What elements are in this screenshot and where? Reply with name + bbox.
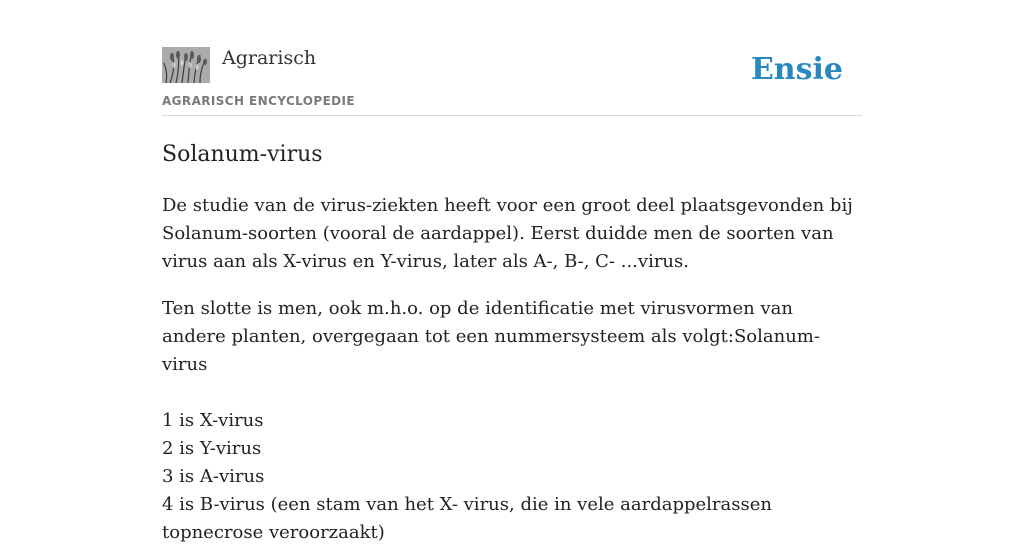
list-item: 2 is Y-virus <box>162 438 262 459</box>
site-subtitle: AGRARISCH ENCYCLOPEDIE <box>162 94 355 108</box>
list-item: 3 is A-virus <box>162 466 265 487</box>
article-title: Solanum-virus <box>162 142 323 167</box>
wheat-logo-icon[interactable] <box>162 47 210 83</box>
site-header <box>162 46 862 116</box>
site-name[interactable]: Agrarisch <box>222 47 317 69</box>
spacer <box>162 379 862 407</box>
brand-logo[interactable]: Ensie <box>750 52 843 87</box>
article-paragraph: De studie van de virus-ziekten heeft voor een groot deel plaatsgevonden bij Solanum-soorten (vooral de aardappel). Eerst duidde men de soorten van virus aan als X-virus en Y-virus, later als A-, B-, C- ...virus. <box>162 195 853 272</box>
list-item: 4 is B-virus (een stam van het X- virus, die in vele aardappelrassen topnecrose veroorzaakt) <box>162 494 772 543</box>
article-paragraph: Ten slotte is men, ook m.h.o. op de identificatie met virusvormen van andere planten, overgegaan tot een nummersysteem als volgt:Solanum-virus <box>162 298 820 375</box>
list-item: 1 is X-virus <box>162 410 264 431</box>
article <box>162 140 862 547</box>
